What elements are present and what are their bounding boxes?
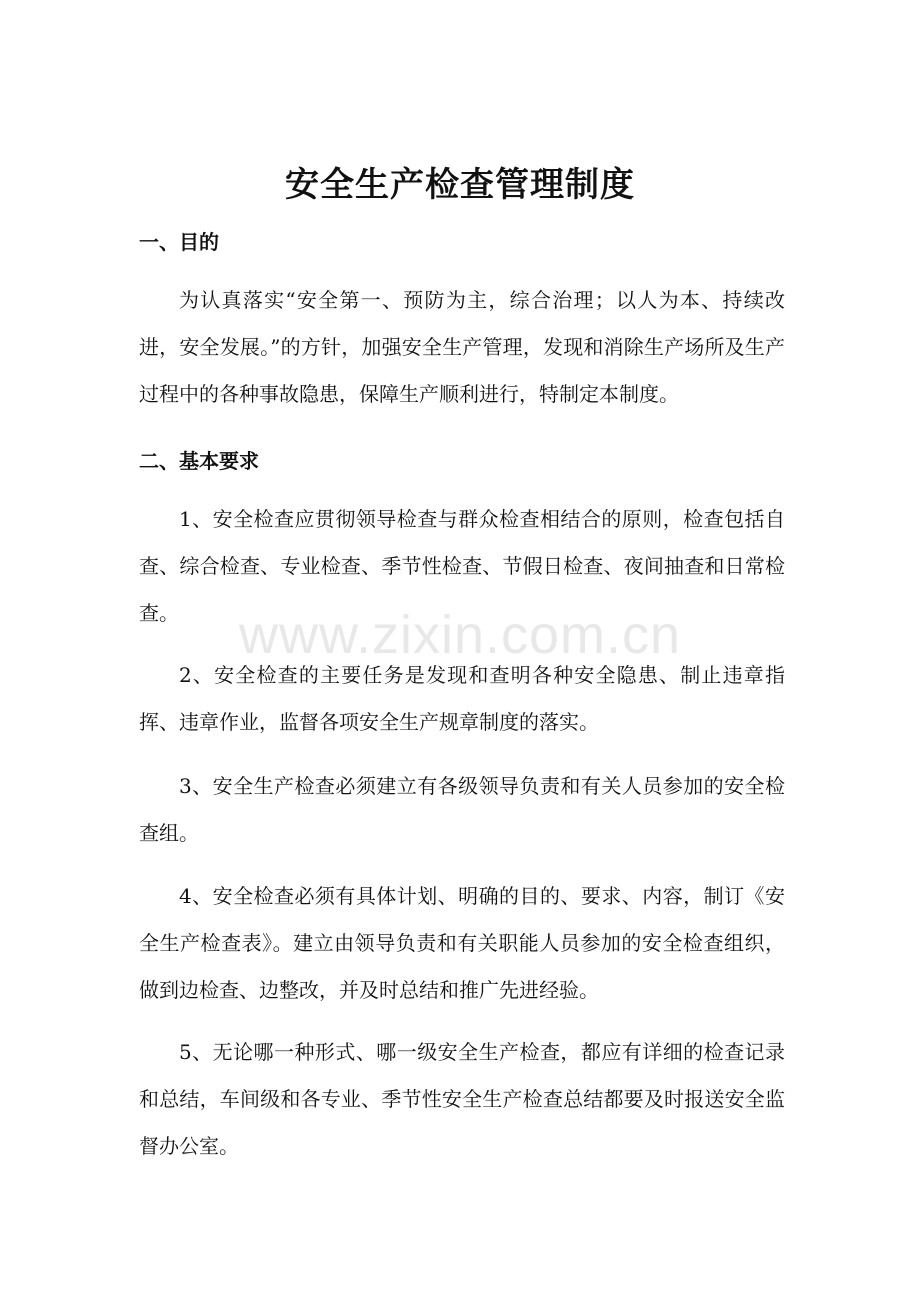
paragraph-requirement-1: 1、安全检查应贯彻领导检查与群众检查相结合的原则，检查包括自查、综合检查、专业检查、季节性检查、节假日检查、夜间抽查和日常检查。 [139, 507, 785, 625]
section-heading-purpose: 一、目的 [139, 230, 219, 254]
paragraph-requirement-2: 2、安全检查的主要任务是发现和查明各种安全隐患、制止违章指挥、违章作业，监督各项安全生产规章制度的落实。 [139, 663, 785, 734]
document-title: 安全生产检查管理制度 [285, 165, 635, 205]
paragraph-requirement-3: 3、安全生产检查必须建立有各级领导负责和有关人员参加的安全检查组。 [139, 774, 785, 845]
watermark: www.zixin.com.cn [238, 605, 682, 665]
paragraph-purpose: 为认真落实“安全第一、预防为主，综合治理；以人为本、持续改进，安全发展。”的方针，加强安全生产管理，发现和消除生产场所及生产过程中的各种事故隐患，保障生产顺利进行，特制定本制度。 [139, 288, 785, 406]
paragraph-requirement-5: 5、无论哪一种形式、哪一级安全生产检查，都应有详细的检查记录和总结，车间级和各专业、季节性安全生产检查总结都要及时报送安全监督办公室。 [139, 1040, 785, 1158]
section-heading-basic-requirements: 二、基本要求 [139, 449, 259, 473]
paragraph-requirement-4: 4、安全检查必须有具体计划、明确的目的、要求、内容，制订《安全生产检查表》。建立由领导负责和有关职能人员参加的安全检查组织，做到边检查、边整改，并及时总结和推广先进经验。 [139, 884, 785, 1002]
